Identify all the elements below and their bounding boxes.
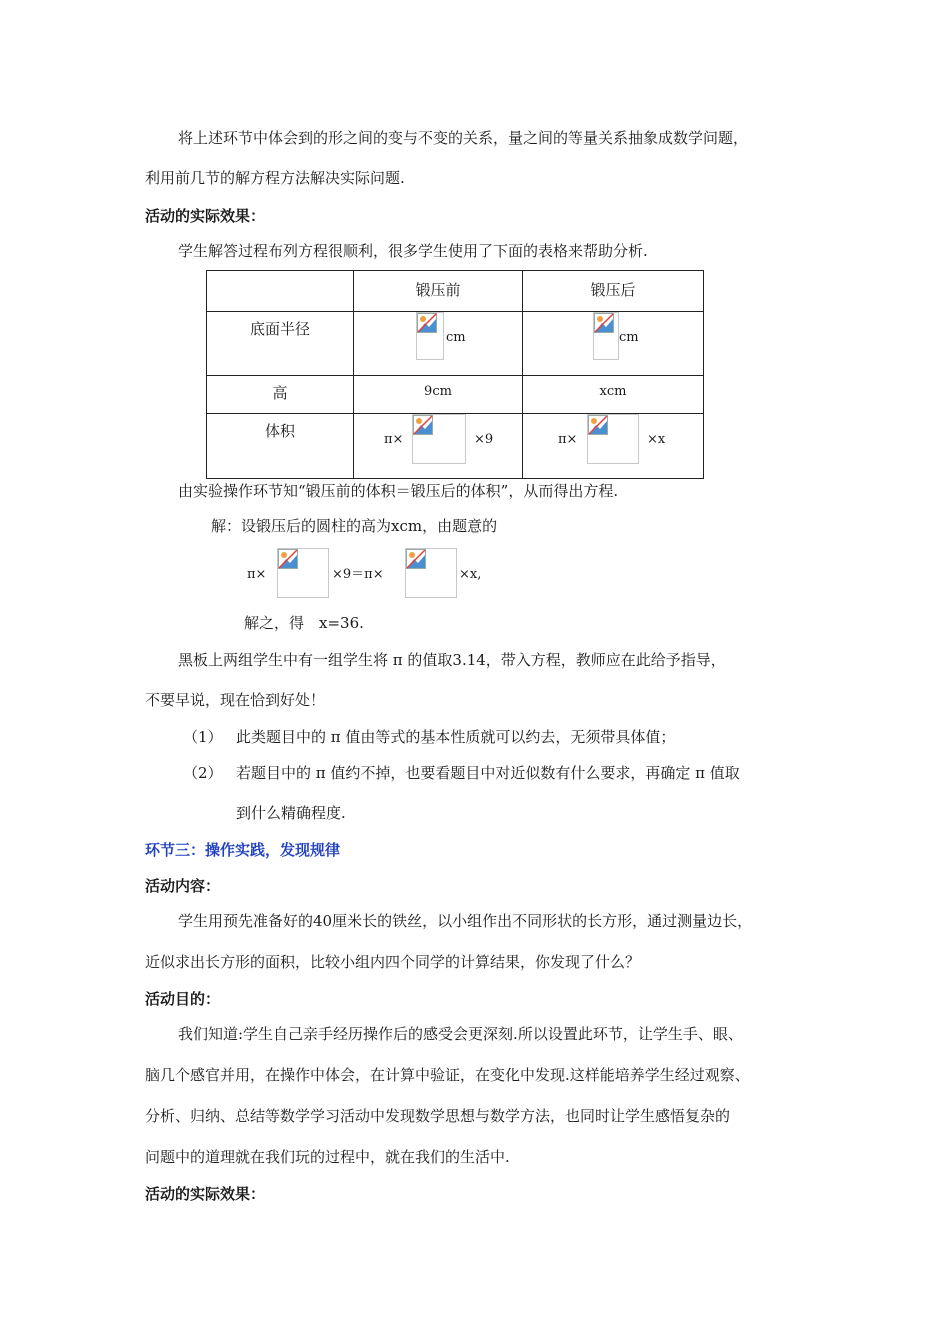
cell-radius-after xyxy=(523,312,704,376)
list-item-2-text-line-1: 若题目中的 π 值约不掉，也要看题目中对近似数有什么要求，再确定 π 值取 xyxy=(236,764,740,782)
table-header-empty xyxy=(207,271,354,312)
broken-image-icon xyxy=(413,415,433,435)
table-row-height xyxy=(207,376,704,414)
cell-radius-before xyxy=(354,312,523,376)
para-2: 学生解答过程布列方程很顺利，很多学生使用了下面的表格来帮助分析. xyxy=(178,242,648,260)
cell-volume-before xyxy=(354,414,523,479)
times-nine: ×9 xyxy=(474,432,494,447)
para-6-line-3: 分析、归纳、总结等数学学习活动中发现数学思想与数学方法，也同时让学生感悟复杂的 xyxy=(145,1107,731,1125)
heading-actual-effect-1: 活动的实际效果： xyxy=(145,207,266,225)
para-6-line-1: 我们知道:学生自己亲手经历操作后的感受会更深刻.所以设置此环节，让学生手、眼、 xyxy=(178,1025,743,1043)
para-1-line-2: 利用前几节的解方程方法解决实际问题. xyxy=(145,169,405,187)
image-placeholder xyxy=(416,312,444,360)
broken-image-icon xyxy=(278,549,298,569)
para-6-line-4: 问题中的道理就在我们玩的过程中，就在我们的生活中. xyxy=(145,1148,510,1166)
cell-height-before: 9cm xyxy=(354,376,523,414)
broken-image-icon xyxy=(406,549,426,569)
image-placeholder xyxy=(593,312,619,360)
table-header-before: 锻压前 xyxy=(354,271,523,312)
row-label-height: 高 xyxy=(207,376,354,414)
solution-intro: 解：设锻压后的圆柱的高为xcm，由题意的 xyxy=(211,517,498,535)
list-item-1-text: 此类题目中的 π 值由等式的基本性质就可以约去，无须带具体值； xyxy=(236,728,676,746)
para-1-line-1: 将上述环节中体会到的形之间的变与不变的关系，量之间的等量关系抽象成数学问题， xyxy=(178,129,749,147)
image-placeholder xyxy=(587,414,639,464)
para-4-line-1: 黑板上两组学生中有一组学生将 π 的值取3.14，带入方程，教师应在此给予指导， xyxy=(178,651,726,669)
table-header-after: 锻压后 xyxy=(523,271,704,312)
image-placeholder xyxy=(405,548,457,598)
times-x: ×x xyxy=(647,432,666,447)
heading-activity-content: 活动内容： xyxy=(145,877,221,895)
para-5-line-2: 近似求出长方形的面积，比较小组内四个同学的计算结果，你发现了什么？ xyxy=(145,953,641,971)
row-label-volume: 体积 xyxy=(207,414,354,479)
unit-cm: cm xyxy=(446,330,466,345)
row-label-radius: 底面半径 xyxy=(207,312,354,376)
solution-result: 解之，得 x=36. xyxy=(244,614,364,632)
broken-image-icon xyxy=(417,313,437,333)
heading-activity-goal: 活动目的： xyxy=(145,990,221,1008)
table-row-radius xyxy=(207,312,704,376)
heading-actual-effect-2: 活动的实际效果： xyxy=(145,1185,266,1203)
analysis-table xyxy=(206,270,704,479)
table-row-volume xyxy=(207,414,704,479)
list-item-1-number: （1） xyxy=(183,728,223,746)
image-placeholder xyxy=(412,414,466,464)
image-placeholder xyxy=(277,548,329,598)
eq-pi-times-1: π× xyxy=(247,567,267,582)
para-3: 由实验操作环节知“锻压前的体积＝锻压后的体积”，从而得出方程. xyxy=(178,482,619,500)
list-item-2-text-line-2: 到什么精确程度. xyxy=(236,804,346,822)
pi-times: π× xyxy=(384,432,404,447)
para-4-line-2: 不要早说，现在恰到好处！ xyxy=(145,691,326,709)
list-item-2-number: （2） xyxy=(183,764,223,782)
para-6-line-2: 脑几个感官并用，在操作中体会，在计算中验证，在变化中发现.这样能培养学生经过观察、 xyxy=(145,1066,750,1084)
broken-image-icon xyxy=(594,313,614,333)
eq-end: ×x, xyxy=(459,567,482,582)
eq-middle: ×9＝π× xyxy=(332,567,384,582)
cell-height-after: xcm xyxy=(523,376,704,414)
unit-cm: cm xyxy=(619,330,639,345)
cell-volume-after xyxy=(523,414,704,479)
broken-image-icon xyxy=(588,415,608,435)
para-5-line-1: 学生用预先准备好的40厘米长的铁丝，以小组作出不同形状的长方形，通过测量边长， xyxy=(178,912,753,930)
section-3-title: 环节三：操作实践，发现规律 xyxy=(145,841,341,859)
pi-times: π× xyxy=(558,432,578,447)
